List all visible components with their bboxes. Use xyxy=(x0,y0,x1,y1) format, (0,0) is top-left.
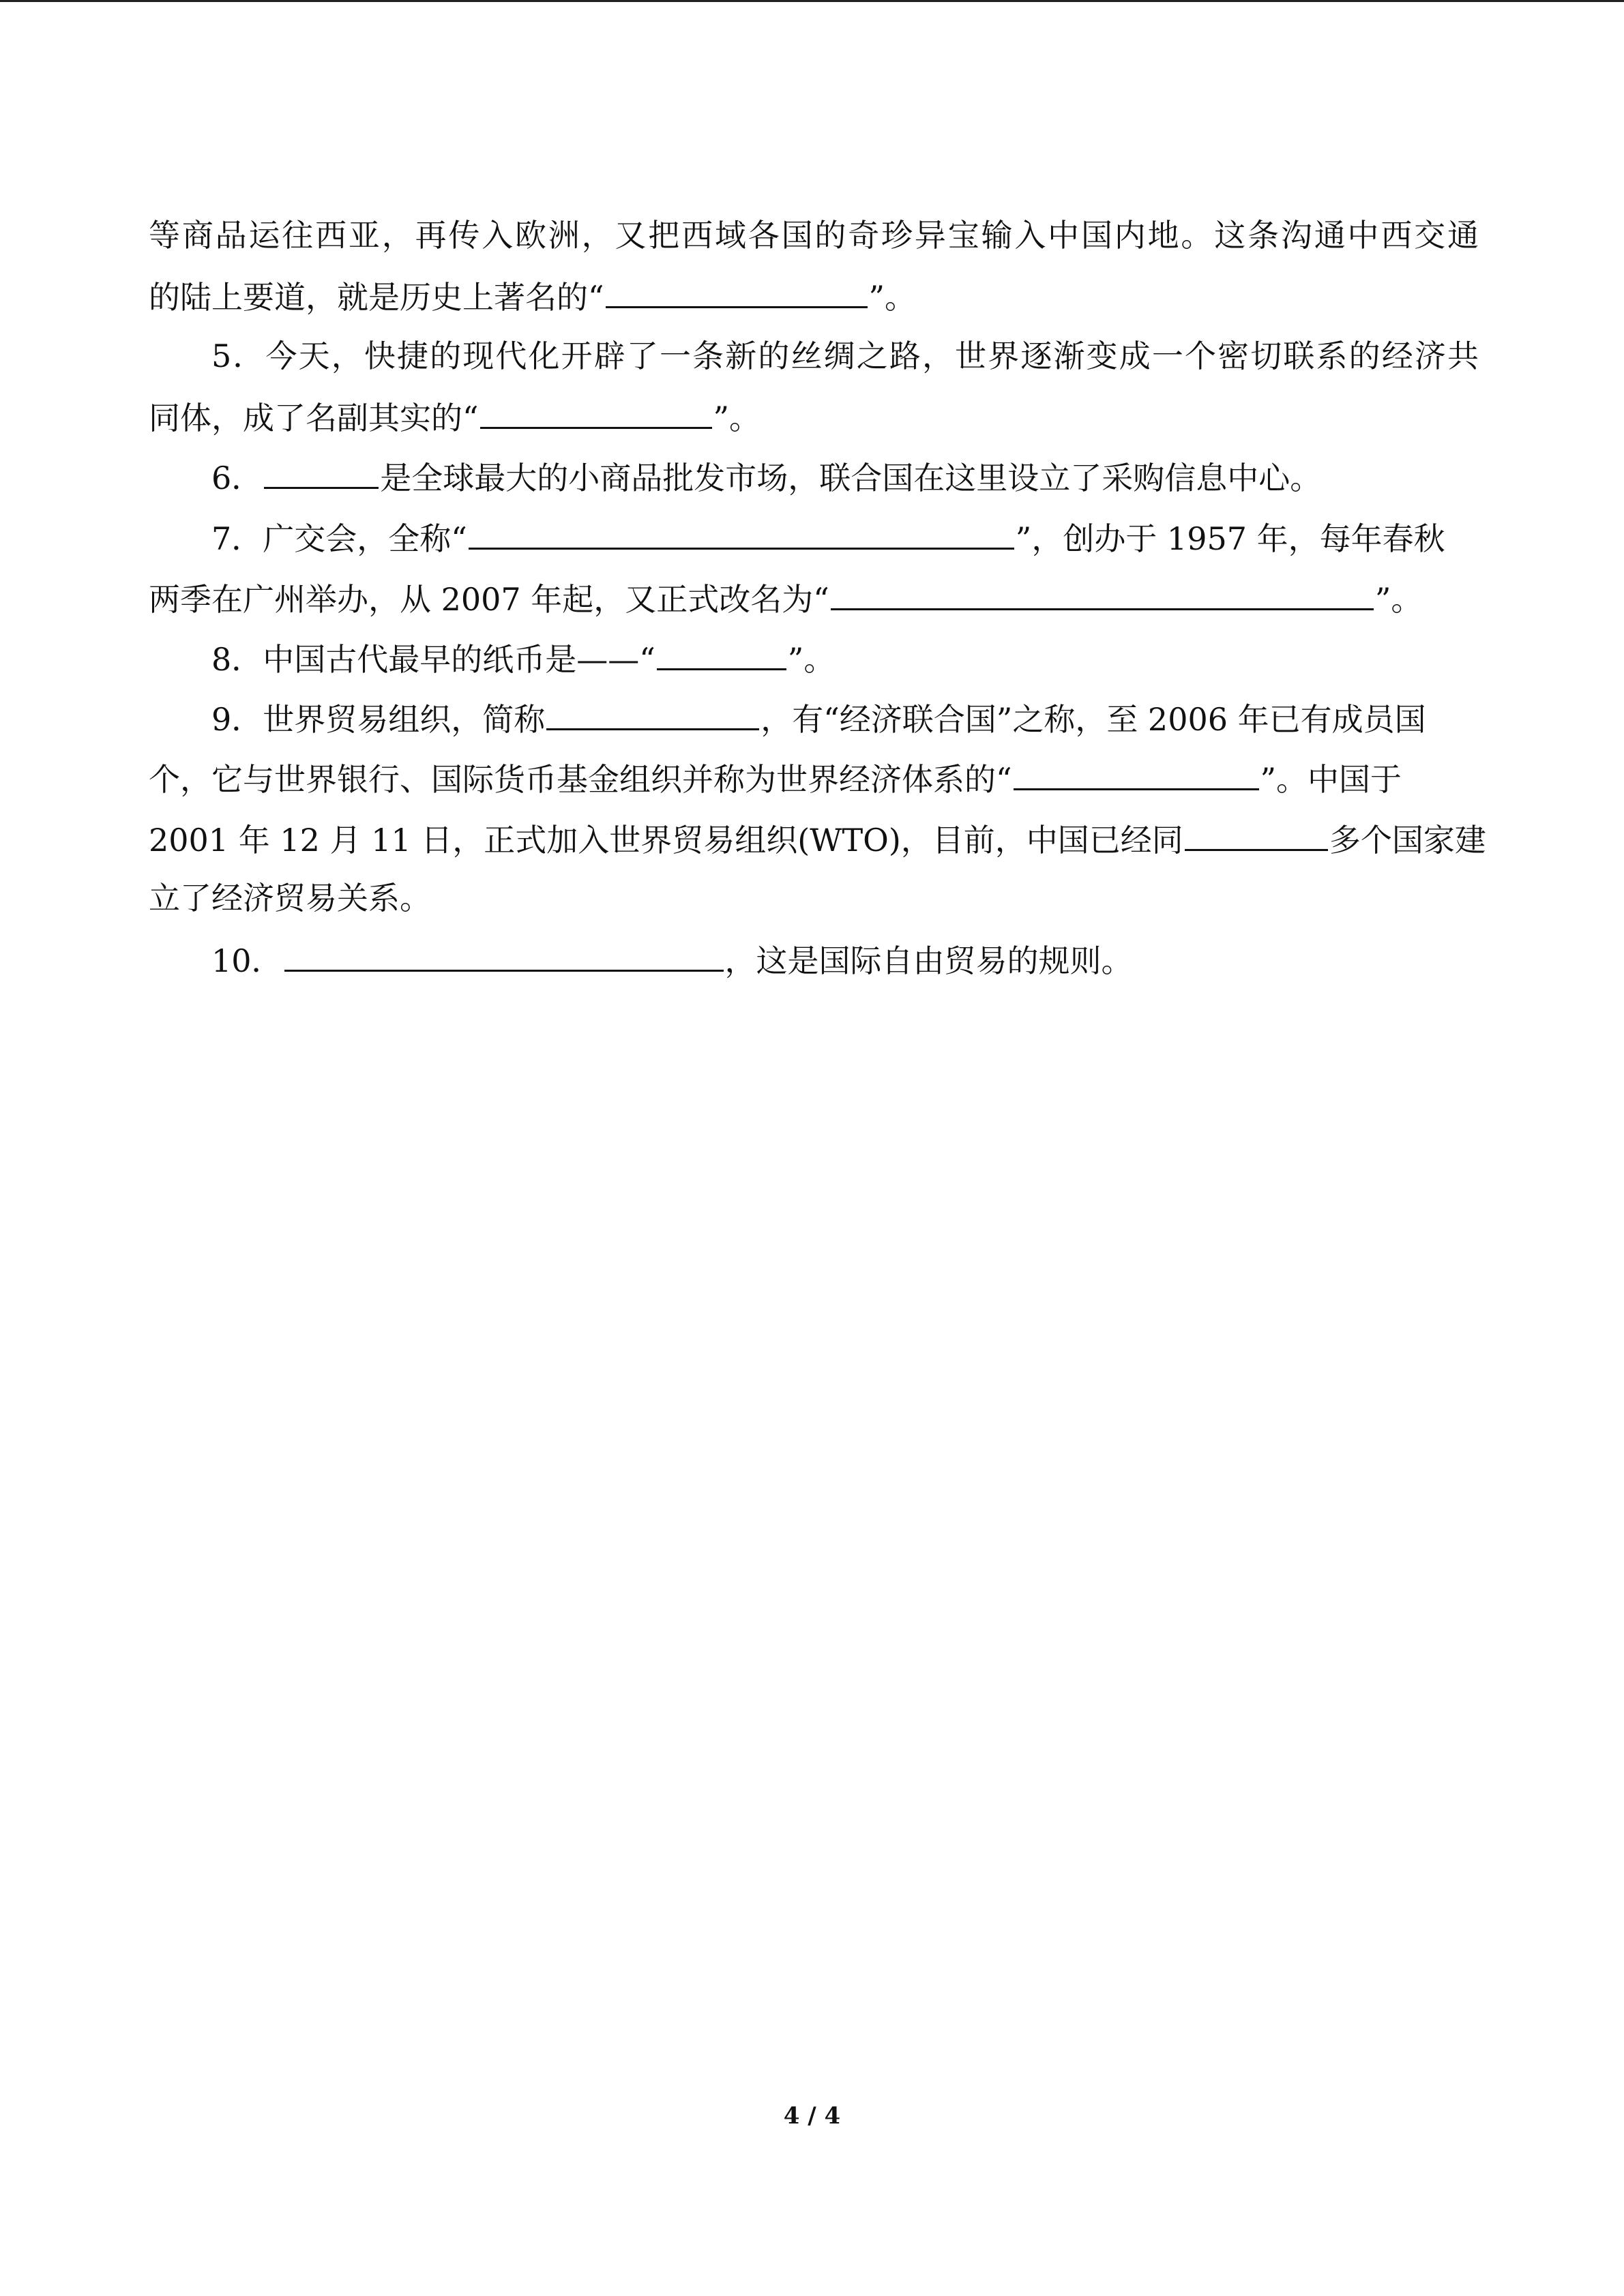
text: ”。中国于 xyxy=(1260,761,1402,798)
text: ”。 xyxy=(713,400,761,436)
text: ”。 xyxy=(1374,581,1423,618)
question-9-line-4 xyxy=(149,878,1479,919)
text: 2001 年 12 月 11 日，正式加入世界贸易组织(WTO)，目前，中国已经同 xyxy=(149,822,1183,859)
question-9-line-2 xyxy=(149,757,1479,800)
question-7-line-1 xyxy=(149,516,1479,559)
text: ”。 xyxy=(868,279,917,316)
text: 8．中国古代最早的纸币是——“ xyxy=(211,641,655,678)
question-10-line-1 xyxy=(149,938,1479,981)
text: ”。 xyxy=(787,641,836,678)
text: 立了经济贸易关系。 xyxy=(149,880,431,916)
question-9-line-1 xyxy=(149,697,1479,740)
answer-blank-wto-abbreviation[interactable] xyxy=(546,697,759,730)
text: 7．广交会，全称“ xyxy=(211,520,467,557)
text: 5．今天，快捷的现代化开辟了一条新的丝绸之路，世界逐渐变成一个密切联系的经济共 xyxy=(211,338,1479,374)
question-5-line-2 xyxy=(149,396,1479,438)
text: 9．世界贸易组织，简称 xyxy=(211,701,546,738)
answer-blank-market[interactable] xyxy=(264,456,379,489)
text: 个，它与世界银行、国际货币基金组织并称为世界经济体系的“ xyxy=(149,761,1012,798)
text: 多个国家建 xyxy=(1329,822,1486,859)
question-9-line-3 xyxy=(149,818,1486,861)
question-7-line-2 xyxy=(149,577,1479,620)
answer-blank-global-village[interactable] xyxy=(480,396,712,429)
paragraph-4-continued-line-2 xyxy=(149,275,1479,318)
answer-blank-free-trade-rule[interactable] xyxy=(284,938,724,972)
question-6-line-1 xyxy=(149,456,1479,498)
question-8-line-1 xyxy=(149,637,1479,680)
answer-blank-canton-fair-new-name[interactable] xyxy=(831,577,1374,610)
text: ”，创办于 1957 年，每年春秋 xyxy=(1015,520,1445,557)
text: 等商品运往西亚，再传入欧洲，又把西域各国的奇珍异宝输入中国内地。这条沟通中西交通 xyxy=(149,217,1479,254)
paragraph-4-continued-line-1 xyxy=(149,215,1479,256)
text: ，有“经济联合国”之称，至 2006 年已有成员国 xyxy=(761,701,1426,738)
text: 是全球最大的小商品批发市场，联合国在这里设立了采购信息中心。 xyxy=(380,460,1322,496)
text: 6． xyxy=(211,460,263,496)
text: 10． xyxy=(211,942,283,979)
answer-blank-canton-fair-full-name[interactable] xyxy=(469,516,1014,550)
question-5-line-1 xyxy=(149,336,1479,376)
answer-blank-economic-pillars[interactable] xyxy=(1014,757,1259,790)
text: 同体，成了名副其实的“ xyxy=(149,400,479,436)
answer-blank-country-count[interactable] xyxy=(1185,818,1328,851)
text: ，这是国际自由贸易的规则。 xyxy=(724,942,1133,979)
answer-blank-paper-money[interactable] xyxy=(657,637,786,670)
text: 两季在广州举办，从 2007 年起，又正式改名为“ xyxy=(149,581,829,618)
text: 的陆上要道，就是历史上著名的“ xyxy=(149,279,604,316)
answer-blank-silk-road[interactable] xyxy=(606,275,868,308)
page-number: 4 / 4 xyxy=(783,2102,841,2130)
